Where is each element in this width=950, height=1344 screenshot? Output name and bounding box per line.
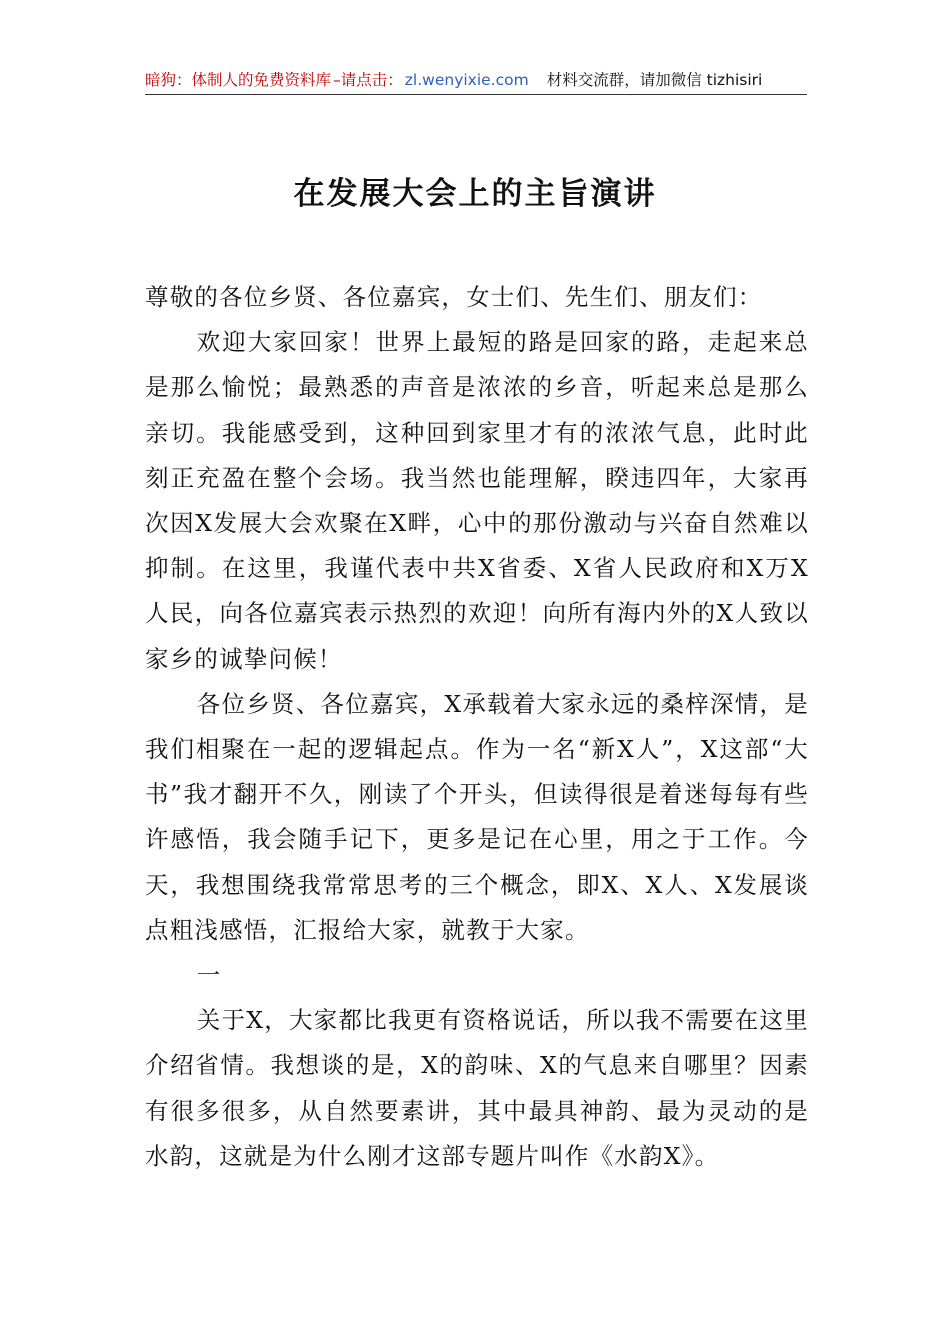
paragraph-welcome: 欢迎大家回家！世界上最短的路是回家的路，走起来总是那么愉悦；最熟悉的声音是浓浓的乡音，听起来总是那么亲切。我能感受到，这种回到家里才有的浓浓气息，此时此刻正充盈在整个会场。我当然也能理解，睽违四年，大家再次因X发展大会欢聚在X畔，心中的那份激动与兴奋自然难以抑制。在这里，我谨代表中共X省委、X省人民政府和X万X人民，向各位嘉宾表示热烈的欢迎！向所有海内外的X人致以家乡的诚挚问候！ xyxy=(145,328,809,673)
header-site-name: 暗狗：体制人的免费资料库 xyxy=(145,71,332,89)
header-url-link[interactable]: zl.wenyixie.com xyxy=(404,71,529,89)
document-title: 在发展大会上的主旨演讲 xyxy=(293,176,657,212)
header-separator: – xyxy=(333,71,341,89)
document-body xyxy=(145,275,809,1179)
header-click-prompt: 请点击： xyxy=(340,71,403,89)
paragraph-introduction: 各位乡贤、各位嘉宾，X承载着大家永远的桑梓深情，是我们相聚在一起的逻辑起点。作为一名“新X人”，X这部“大书”我才翻开不久，刚读了个开头，但读得很是着迷每每有些许感悟，我会随手记下，更多是记在心里，用之于工作。今天，我想围绕我常常思考的三个概念，即X、X人、X发展谈点粗浅感悟，汇报给大家，就教于大家。 xyxy=(145,689,809,944)
header-group-note: 材料交流群，请加微信 tizhisiri xyxy=(546,71,763,89)
section-heading-one: 一 xyxy=(196,961,222,990)
paragraph-about-x: 关于X，大家都比我更有资格说话，所以我不需要在这里介绍省情。我想谈的是，X的韵味、X的气息来自哪里？因素有很多很多，从自然要素讲，其中最具神韵、最为灵动的是水韵，这就是为什么刚才这部专题片叫作《水韵X》。 xyxy=(145,1006,809,1170)
page-header xyxy=(145,66,807,95)
salutation: 尊敬的各位乡贤、各位嘉宾，女士们、先生们、朋友们： xyxy=(145,283,763,311)
